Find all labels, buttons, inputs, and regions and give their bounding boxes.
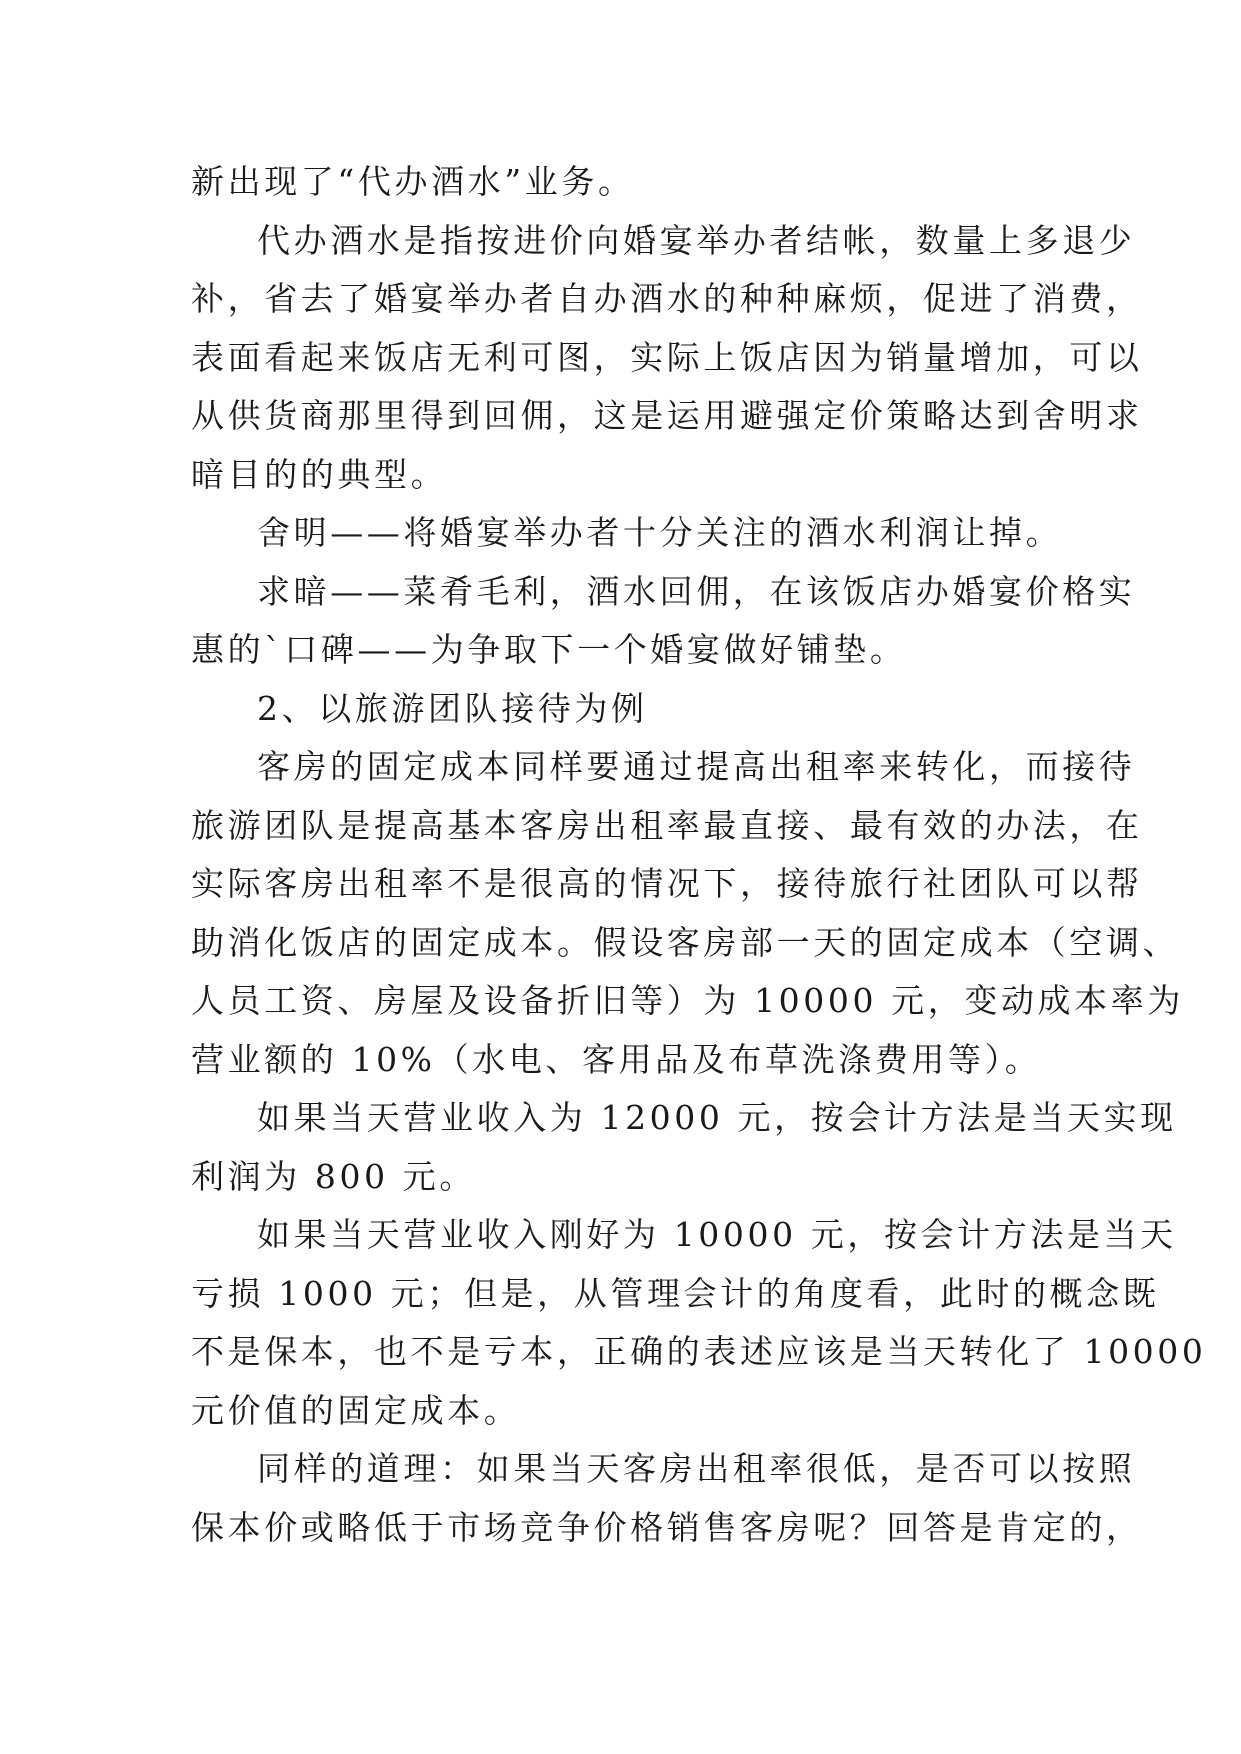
- text-line: 同样的道理：如果当天客房出租率很低，是否可以按照: [257, 1449, 1136, 1488]
- text-line: 代办酒水是指按进价向婚宴举办者结帐，数量上多退少: [257, 220, 1136, 260]
- text-line: 保本价或略低于市场竞争价格销售客房呢？回答是肯定的，: [191, 1507, 1143, 1547]
- text-line: 人员工资、房屋及设备折旧等）为 10000 元，变动成本率为: [191, 981, 1184, 1020]
- text-line: 如果当天营业收入为 12000 元，按会计方法是当天实现: [257, 1098, 1177, 1137]
- text-line: 新出现了“代办酒水”业务。: [191, 162, 635, 201]
- text-line: 助消化饭店的固定成本。假设客房部一天的固定成本（空调、: [191, 922, 1180, 962]
- text-line: 元价值的固定成本。: [191, 1390, 521, 1430]
- text-line: 亏损 1000 元；但是，从管理会计的角度看，此时的概念既: [191, 1273, 1160, 1313]
- text-line: 营业额的 10%（水电、客用品及布草洗涤费用等）。: [191, 1039, 1042, 1079]
- text-line: 实际客房出租率不是很高的情况下，接待旅行社团队可以帮: [191, 864, 1143, 903]
- text-line: 求暗——菜肴毛利，酒水回佣，在该饭店办婚宴价格实: [257, 571, 1136, 611]
- section-heading: 2、以旅游团队接待为例: [257, 688, 648, 728]
- text-line: 利润为 800 元。: [191, 1156, 476, 1196]
- text-line: 表面看起来饭店无利可图，实际上饭店因为销量增加，可以: [191, 337, 1143, 377]
- text-line: 从供货商那里得到回佣，这是运用避强定价策略达到舍明求: [191, 396, 1143, 435]
- text-line: 暗目的的典型。: [191, 454, 448, 494]
- text-line: 补，省去了婚宴举办者自办酒水的种种麻烦，促进了消费，: [191, 279, 1143, 318]
- text-line: 客房的固定成本同样要通过提高出租率来转化，而接待: [257, 747, 1136, 786]
- body-text: [191, 153, 1207, 1557]
- text-line: 舍明——将婚宴举办者十分关注的酒水利润让掉。: [257, 513, 1063, 552]
- text-line: 如果当天营业收入刚好为 10000 元，按会计方法是当天: [257, 1215, 1177, 1254]
- text-line: 惠的`口碑——为争取下一个婚宴做好铺垫。: [191, 630, 907, 669]
- text-line: 不是保本，也不是亏本，正确的表述应该是当天转化了 10000: [191, 1332, 1207, 1371]
- text-line: 旅游团队是提高基本客房出租率最直接、最有效的办法，在: [191, 805, 1143, 845]
